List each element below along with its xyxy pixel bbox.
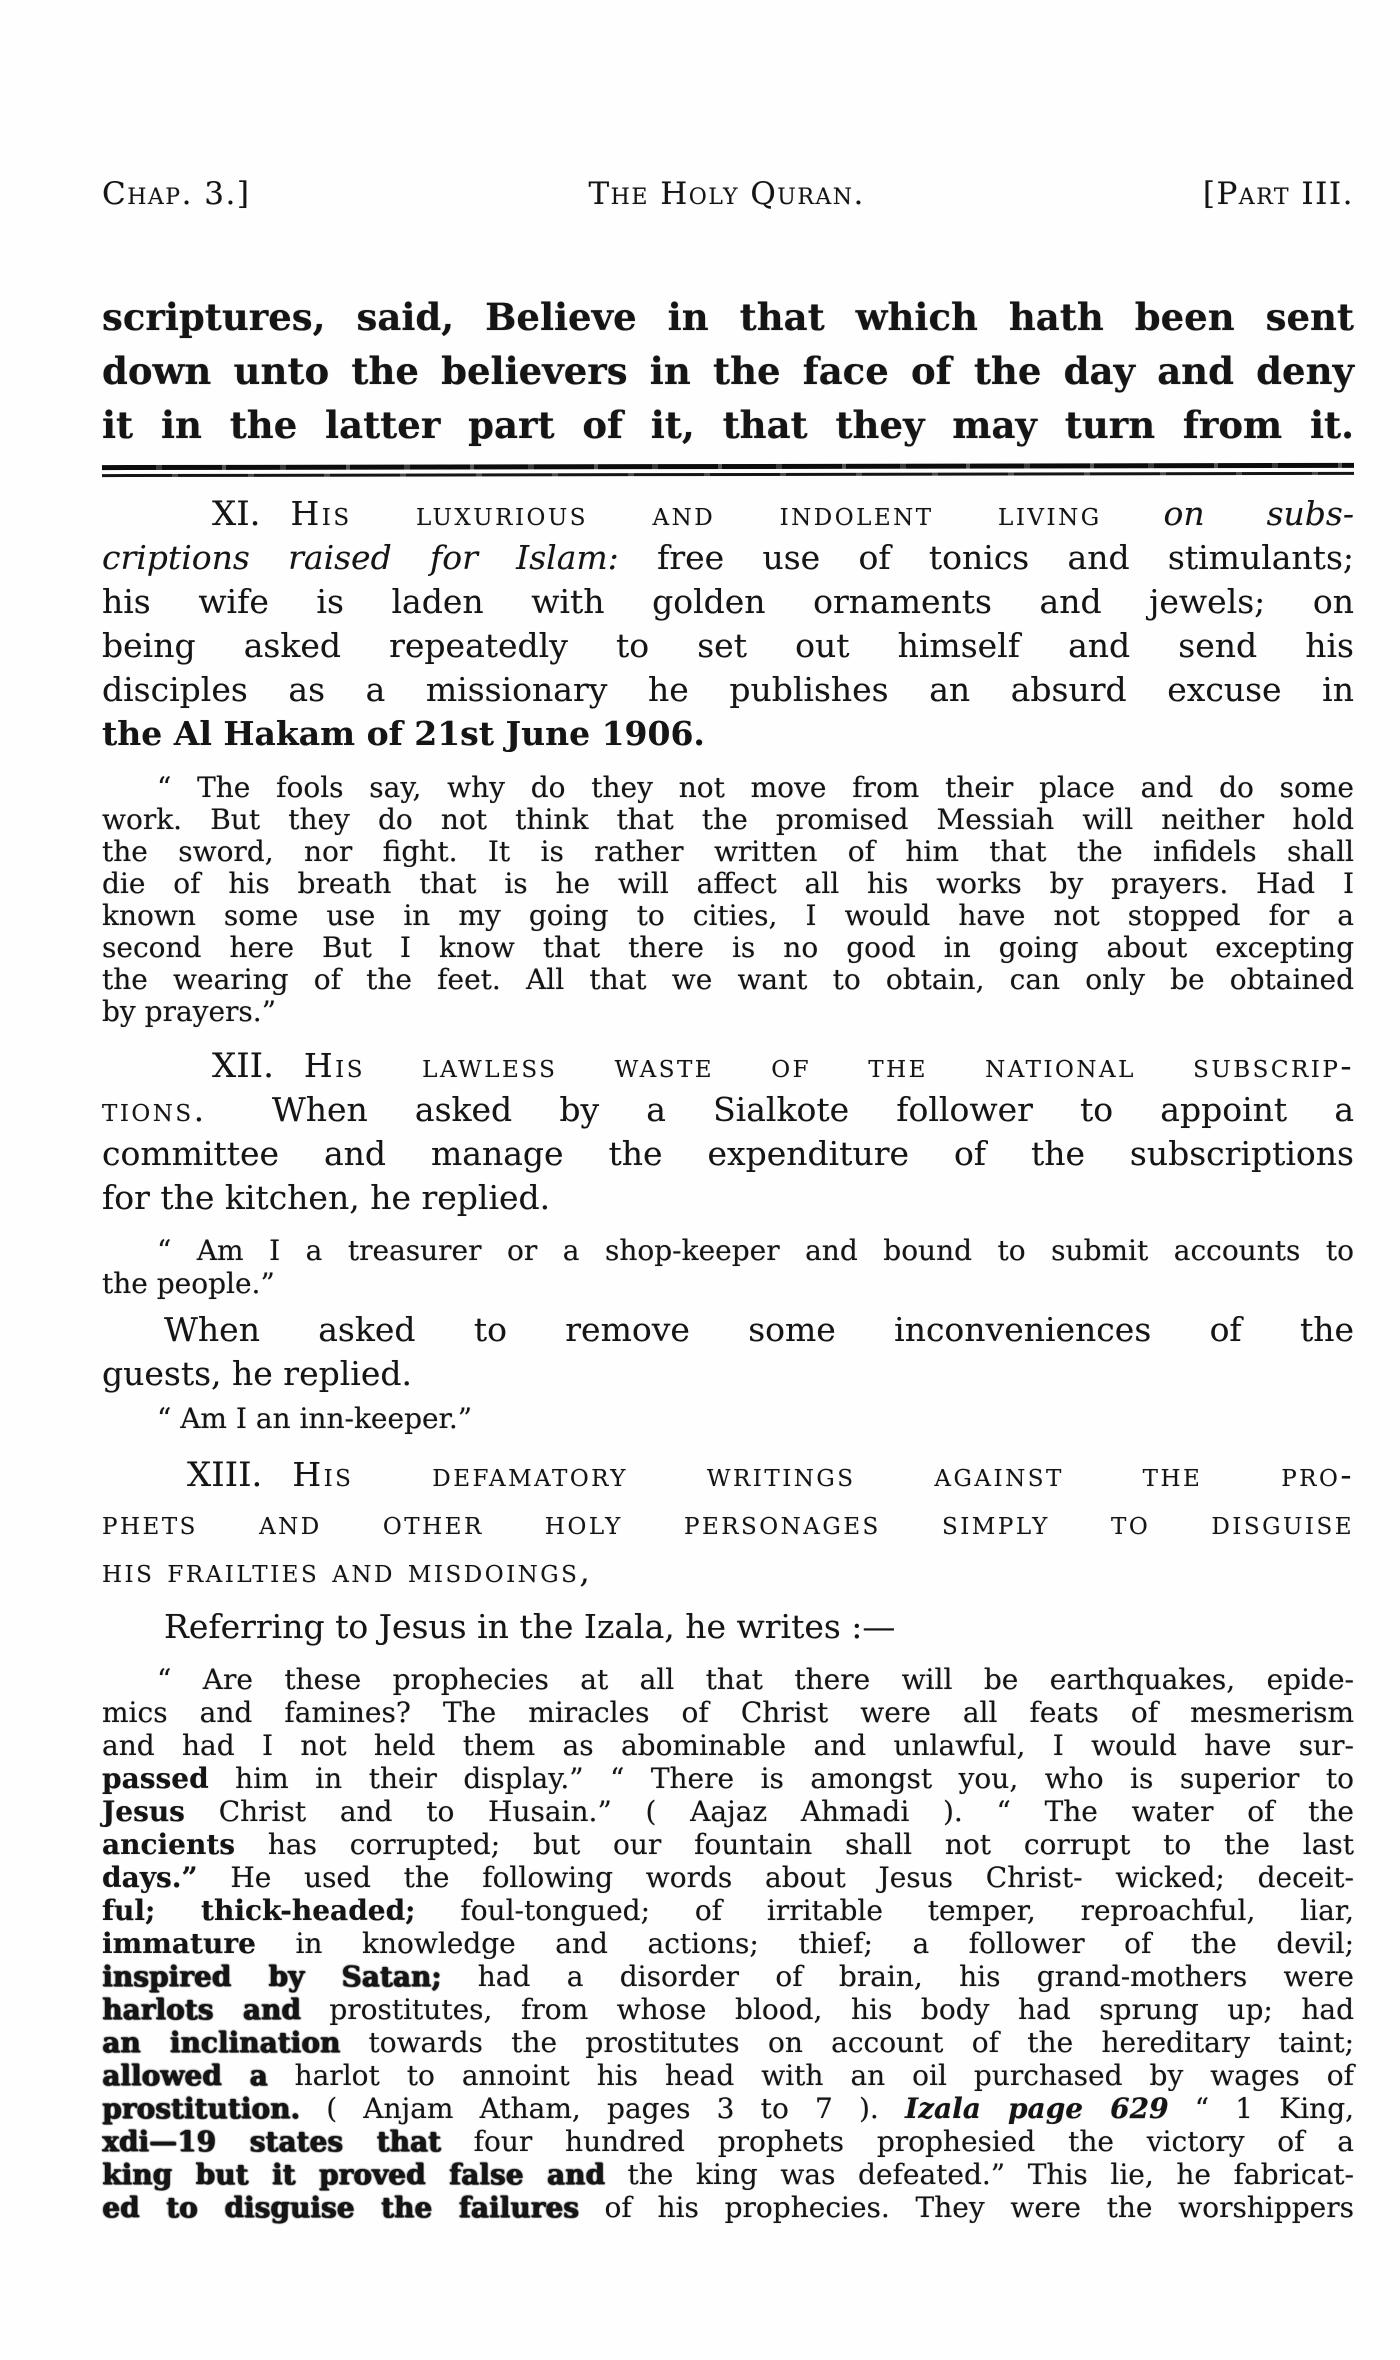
section-xii [102,1044,1354,1220]
quote-line [102,2191,1354,2224]
text-segment: prostitution. [102,2092,300,2125]
quote-line [102,2092,1354,2125]
text-segment: passed [102,1762,209,1795]
text-line: When asked to remove some inconveniences of the [164,1310,1354,1349]
quote-line [102,2059,1354,2092]
quote-line: “ The fools say, why do they not move from their place and do some [157,771,1354,804]
quote-line: “ Am I an inn-keeper.” [157,1402,473,1435]
text-line: guests, he replied. [102,1354,412,1393]
quote-line [102,1828,1354,1861]
text-segment: ( Anjam Atham, pages 3 to 7 ). [326,2092,879,2125]
quote-line [102,1993,1354,2026]
text-segment: inspired by Satan; [102,1960,442,1993]
text-segment: in knowledge and actions; thief; a follower of the devil; [295,1927,1355,1960]
section-xi [102,492,1354,756]
text-segment: When asked by a Sialkote follower to appoint a [271,1090,1354,1129]
text-line: the Al Hakam of 21st June 1906. [102,714,705,753]
chapter-label: Chap. 3.] [102,176,251,212]
text-segment: harlot to annoint his head with an oil purchased by wages of [294,2059,1354,2092]
text-segment: of his prophecies. They were the worshippers [604,2191,1354,2224]
text-segment: him in their display.” “ There is amongst you, who is superior to [235,1762,1355,1795]
section-heading: tions. [102,1090,207,1129]
quotation-block-izala [102,1663,1354,2224]
quote-line [102,2125,1354,2158]
text-segment: four hundred prophets prophesied the victory of a [473,2125,1354,2158]
text-line: being asked repeatedly to set out himself and send his [102,626,1354,665]
quote-line [102,1861,1354,1894]
quote-line [102,1894,1354,1927]
section-number: XI. [212,494,261,534]
quote-line: known some use in my going to cities, I would have not stopped for a [102,899,1354,932]
quote-line [102,1762,1354,1795]
quote-line: second here But I know that there is no good in going about excepting [102,931,1354,964]
quotation-block-treasurer [102,1234,1354,1300]
text-segment: days.” [102,1861,198,1894]
heading-italic: on subs- [1163,494,1354,533]
text-segment: ed to disguise the failures [102,2191,579,2224]
text-segment: xdi—19 states that [102,2125,441,2158]
quote-line [102,2158,1354,2191]
text-segment: free use of tonics and stimulants; [657,538,1354,577]
section-xiii-heading-line [102,1451,1354,1499]
text-segment: Christ and to Husain.” ( Aajaz Ahmadi ). “ The water of the [218,1795,1354,1828]
page-header [102,176,1354,212]
section-xiii [102,1451,1354,1595]
quote-line: “ Am I a treasurer or a shop-keeper and bound to submit accounts to [157,1234,1354,1267]
book-title: The Holy Quran. [588,176,865,212]
text-line [102,1088,1354,1132]
section-heading-line: his frailties and misdoings, [102,1551,593,1590]
quote-line [102,1795,1354,1828]
text-segment: “ 1 King, [1194,2092,1355,2125]
text-segment: ful; thick-headed; [102,1894,416,1927]
quote-line: work. But they do not think that the promised Messiah will neither hold [102,803,1354,836]
double-rule [102,463,1354,477]
text-segment: He used the following words about Jesus Christ- wicked; deceit- [230,1861,1354,1894]
quotation-block-innkeeper [102,1402,1354,1435]
rule-top-line [102,463,1354,470]
text-segment: foul-tongued; of irritable temper, reproachful, liar, [460,1894,1355,1927]
text-segment: towards the prostitutes on account of the hereditary taint; [368,2026,1355,2059]
quote-line: by prayers.” [102,995,277,1028]
part-label: [Part III. [1202,176,1354,212]
text-segment: immature [102,1927,256,1960]
quotation-block-fools [102,772,1354,1028]
quote-line: the wearing of the feet. All that we want to obtain, can only be obtained [102,963,1354,996]
paragraph-referring [102,1605,1354,1649]
quote-line [102,2026,1354,2059]
quote-line: “ Are these prophecies at all that there will be earthquakes, epide- [157,1663,1354,1696]
text-line: disciples as a missionary he publishes an absurd excuse in [102,670,1354,709]
text-line: his wife is laden with golden ornaments and jewels; on [102,582,1354,621]
text-segment: had a disorder of brain, his grand-mothers were [477,1960,1355,1993]
section-number: XIII. [187,1455,263,1495]
section-xii-heading-line [102,1044,1354,1088]
section-heading: His lawless waste of the national subscrip- [303,1046,1354,1085]
text-segment: an inclination [102,2026,341,2059]
text-line: Referring to Jesus in the Izala, he writes :— [164,1607,896,1646]
text-line: for the kitchen, he replied. [102,1178,551,1217]
rule-bottom-line [102,472,1354,477]
section-xi-heading-line [102,492,1354,536]
text-segment: prostitutes, from whose blood, his body had sprung up; had [329,1993,1355,2026]
text-line: it in the latter part of it, that they may turn from it. [102,403,1354,447]
text-segment: ancients [102,1828,236,1861]
section-heading: His luxurious and indolent living [290,494,1102,533]
section-number: XII. [212,1046,274,1086]
text-line [102,536,1354,580]
lead-paragraph [102,290,1354,452]
text-line: scriptures, said, Believe in that which hath been sent [102,295,1354,339]
text-segment: the king was defeated.” This lie, he fabricat- [627,2158,1354,2191]
quote-line [102,1960,1354,1993]
text-segment: allowed a [102,2059,268,2092]
quote-line: the sword, nor fight. It is rather written of him that the infidels shall [102,835,1354,868]
heading-italic: criptions raised for Islam: [102,538,619,577]
text-segment: has corrupted; but our fountain shall not corrupt to the last [267,1828,1355,1861]
paragraph-when-asked [102,1308,1354,1396]
citation-izala: Izala page 629 [905,2092,1169,2125]
text-line: committee and manage the expenditure of the subscriptions [102,1134,1354,1173]
text-segment: Jesus [102,1795,185,1828]
quote-line: and had I not held them as abominable and unlawful, I would have sur- [102,1729,1354,1762]
text-segment: king but it proved false and [102,2158,605,2191]
quote-line: the people.” [102,1267,275,1300]
quote-line [102,1927,1354,1960]
quote-line: die of his breath that is he will affect all his works by prayers. Had I [102,867,1354,900]
quote-line: mics and famines? The miracles of Christ were all feats of mesmerism [102,1696,1354,1729]
text-segment: harlots and [102,1993,301,2026]
section-heading: His defamatory writings against the pro- [292,1455,1354,1494]
section-heading-line: phets and other holy personages simply to disguise [102,1503,1354,1542]
text-line: down unto the believers in the face of the day and deny [102,349,1354,393]
